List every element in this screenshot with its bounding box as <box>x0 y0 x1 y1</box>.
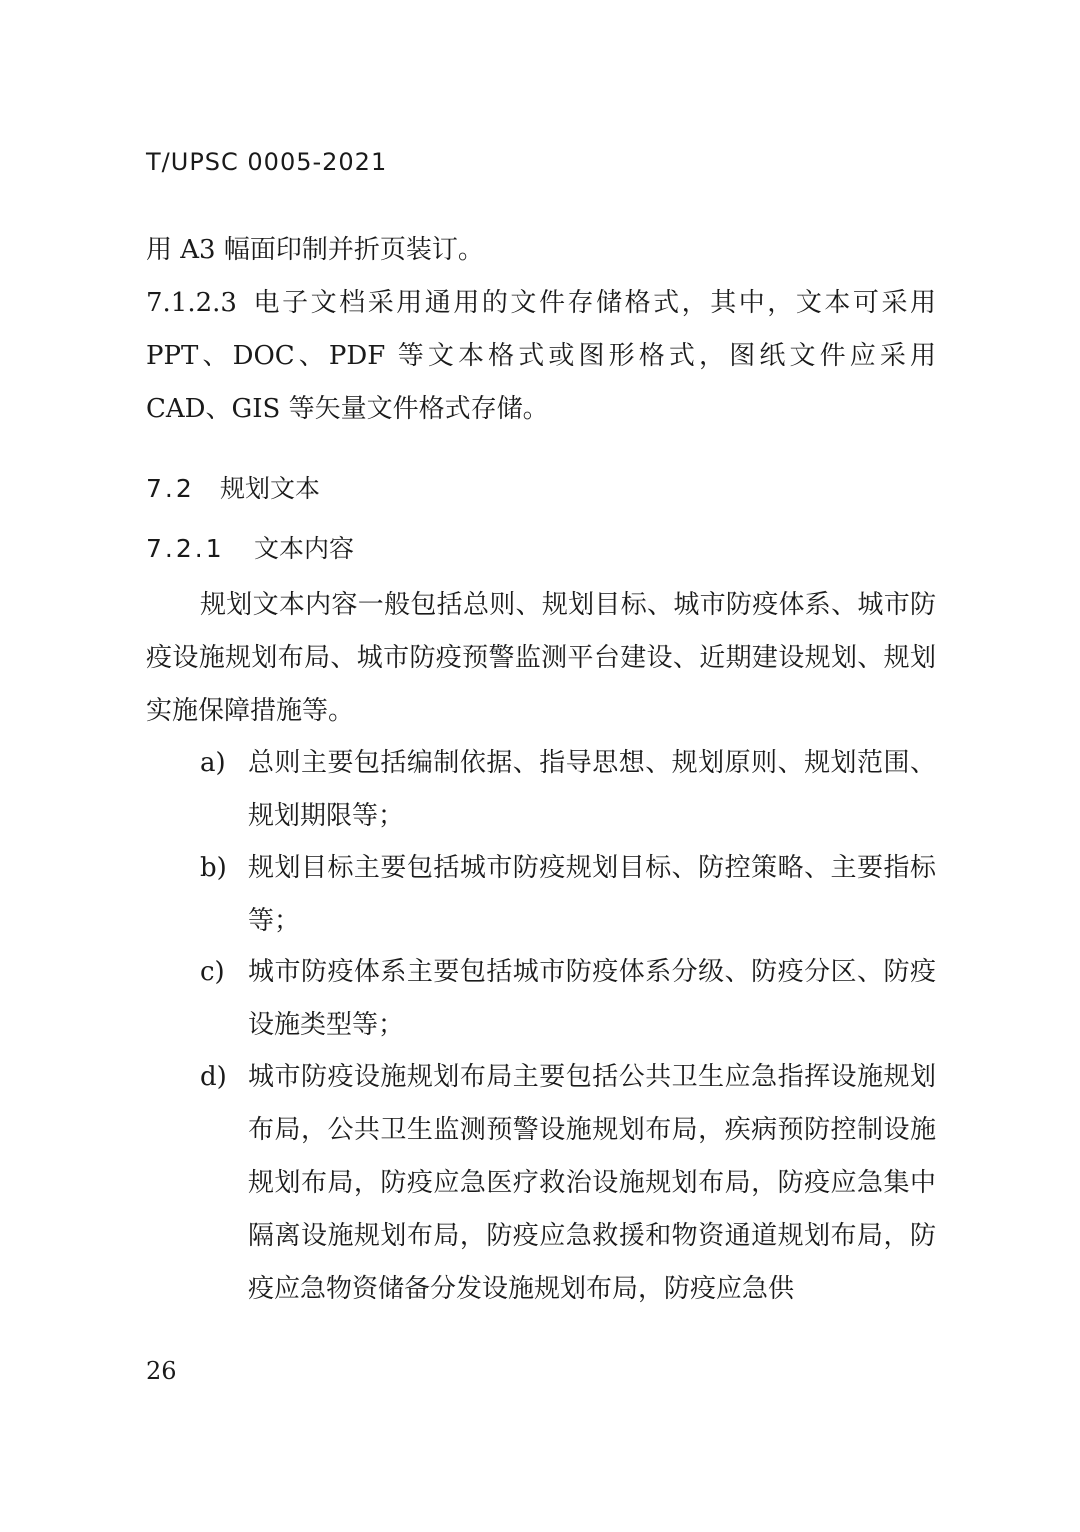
list-marker: a) <box>200 748 226 778</box>
list-marker: d) <box>200 1062 227 1092</box>
subsection-title: 文本内容 <box>254 534 355 563</box>
list-item-text: 城市防疫设施规划布局主要包括公共卫生应急指挥设施规划布局，公共卫生监测预警设施规划布局，疾病预防控制设施规划布局，防疫应急医疗救治设施规划布局，防疫应急集中隔离设施规划布局，防疫应急救援和物资通道规划布局，防疫应急物资储备分发设施规划布局，防疫应急供 <box>248 1062 936 1304</box>
intro-paragraph: 规划文本内容一般包括总则、规划目标、城市防疫体系、城市防疫设施规划布局、城市防疫预警监测平台建设、近期建设规划、规划实施保障措施等。 <box>146 590 936 726</box>
list-item-a <box>200 737 936 843</box>
list-item-text: 总则主要包括编制依据、指导思想、规划原则、规划范围、规划期限等； <box>248 748 936 831</box>
clause-text: 电子文档采用通用的文件存储格式，其中，文本可采用 PPT、DOC、PDF 等文本格式或图形格式，图纸文件应采用 CAD、GIS 等矢量文件格式存储。 <box>146 288 936 424</box>
clause-7-1-2-3 <box>146 277 936 436</box>
subsection-number: 7.2.1 <box>146 534 225 563</box>
section-number: 7.2 <box>146 474 195 503</box>
section-title: 规划文本 <box>220 474 321 503</box>
section-heading-7-2 <box>146 469 320 505</box>
list-item-text: 规划目标主要包括城市防疫规划目标、防控策略、主要指标等； <box>248 853 936 936</box>
list-item-b <box>200 842 936 948</box>
continuation-paragraph: 用 A3 幅面印制并折页装订。 <box>146 235 484 265</box>
section-heading-7-2-1 <box>146 529 354 565</box>
document-code: T/UPSC 0005-2021 <box>146 148 388 176</box>
list-marker: b) <box>200 853 227 883</box>
list-marker: c) <box>200 957 225 987</box>
clause-number: 7.1.2.3 <box>146 288 237 318</box>
page-number: 26 <box>146 1357 177 1385</box>
list-item-c <box>200 946 936 1052</box>
list-item-d <box>200 1051 936 1316</box>
list-item-text: 城市防疫体系主要包括城市防疫体系分级、防疫分区、防疫设施类型等； <box>248 957 936 1040</box>
